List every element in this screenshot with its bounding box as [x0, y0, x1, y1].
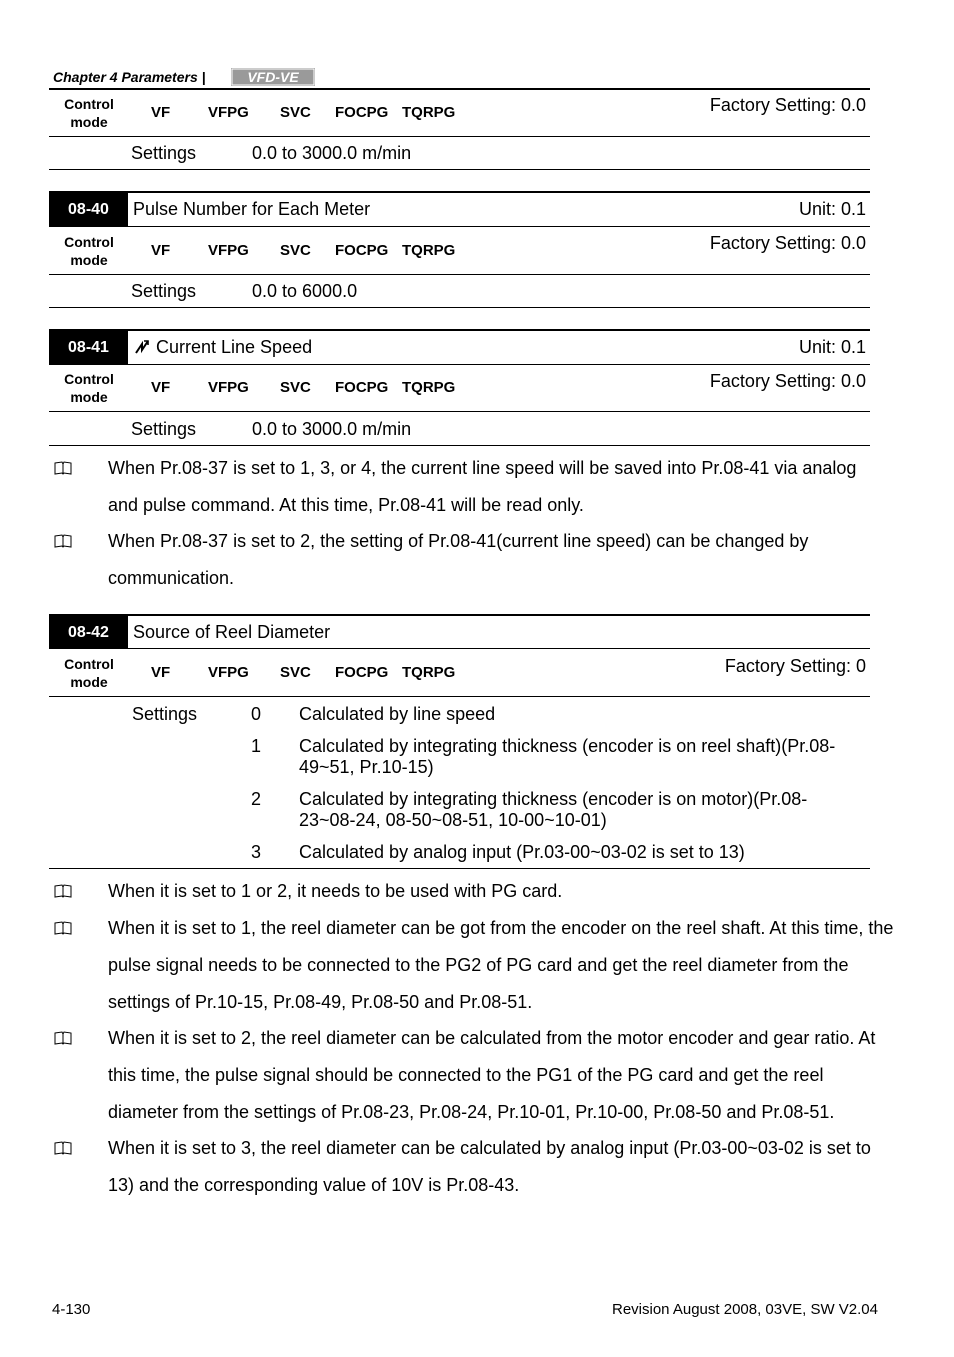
factory-setting: Factory Setting: 0.0	[709, 371, 866, 391]
page-number: 4-130	[52, 1301, 91, 1318]
option-value: 2	[251, 789, 262, 809]
mode-vf: VF	[151, 664, 171, 681]
mode-vfpg: VFPG	[208, 664, 249, 681]
param-id-badge: 08-42	[49, 616, 128, 649]
divider	[49, 696, 870, 697]
option-value: 3	[251, 842, 262, 862]
control-mode-label: Control mode	[64, 656, 114, 690]
param-name: Pulse Number for Each Meter	[133, 199, 371, 219]
book-icon	[54, 1141, 72, 1155]
divider	[49, 648, 870, 649]
mode-svc: SVC	[280, 664, 311, 681]
divider	[49, 364, 870, 365]
note-text: When it is set to 3, the reel diameter can be calculated by analog input (Pr.03-00~03-02 is set to 13) and the corresponding value of 10V is Pr.08-43.	[108, 1138, 871, 1195]
factory-setting: Factory Setting: 0.0	[709, 95, 866, 115]
divider	[49, 868, 870, 869]
control-mode-label: Control mode	[64, 371, 114, 405]
mode-tqrpg: TQRPG	[402, 242, 456, 259]
divider	[49, 169, 870, 170]
book-icon	[54, 461, 72, 475]
mode-vf: VF	[151, 104, 171, 121]
mode-vfpg: VFPG	[208, 379, 249, 396]
control-mode-label: Control mode	[64, 96, 114, 130]
divider	[49, 307, 870, 308]
quick-change-icon	[134, 339, 150, 355]
divider	[49, 136, 870, 137]
param-name: Current Line Speed	[156, 337, 313, 357]
option-text: Calculated by integrating thickness (encoder is on reel shaft)(Pr.08-49~51, Pr.10-15)	[299, 736, 836, 777]
mode-svc: SVC	[280, 379, 311, 396]
divider	[49, 226, 870, 227]
svg-text:VFD-VE: VFD-VE	[247, 69, 299, 85]
book-icon	[54, 534, 72, 548]
divider	[49, 191, 870, 193]
divider	[49, 445, 870, 446]
book-icon	[54, 921, 72, 935]
note-text: When it is set to 2, the reel diameter can be calculated from the motor encoder and gear ratio. At this time, the pulse signal should be connected to the PG1 of the PG card and get the reel diameter from the settings of Pr.08-23, Pr.08-24, Pr.10-01, Pr.10-00, Pr.08-50 and Pr.08-51.	[108, 1028, 876, 1122]
param-id-badge: 08-40	[49, 193, 128, 226]
settings-range: 0.0 to 3000.0 m/min	[252, 419, 412, 439]
settings-label: Settings	[131, 419, 197, 439]
divider	[49, 274, 870, 275]
settings-range: 0.0 to 3000.0 m/min	[252, 143, 412, 163]
option-value: 0	[251, 704, 262, 724]
book-icon	[54, 884, 72, 898]
option-value: 1	[251, 736, 262, 756]
note-text: When Pr.08-37 is set to 2, the setting of Pr.08-41(current line speed) can be changed by communication.	[108, 531, 809, 588]
revision-info: Revision August 2008, 03VE, SW V2.04	[612, 1301, 878, 1318]
control-mode-label: Control mode	[64, 234, 114, 268]
divider	[49, 411, 870, 412]
mode-vfpg: VFPG	[208, 104, 249, 121]
divider	[49, 329, 870, 331]
settings-label: Settings	[131, 281, 197, 301]
note-text: When it is set to 1, the reel diameter can be got from the encoder on the reel shaft. At this time, the pulse signal needs to be connected to the PG2 of PG card and get the reel diameter from the settings of Pr.10-15, Pr.08-49, Pr.08-50 and Pr.08-51.	[108, 918, 894, 1012]
factory-setting: Factory Setting: 0.0	[709, 233, 866, 253]
mode-svc: SVC	[280, 242, 311, 259]
mode-focpg: FOCPG	[335, 664, 389, 681]
factory-setting: Factory Setting: 0	[724, 656, 866, 676]
option-text: Calculated by analog input (Pr.03-00~03-02 is set to 13)	[299, 842, 745, 862]
option-text: Calculated by integrating thickness (encoder is on motor)(Pr.08-23~08-24, 08-50~08-51, 10-00~10-01)	[299, 789, 808, 830]
note-text: When it is set to 1 or 2, it needs to be used with PG card.	[108, 881, 563, 901]
vfd-ve-logo	[231, 68, 315, 86]
book-icon	[54, 1031, 72, 1045]
mode-tqrpg: TQRPG	[402, 379, 456, 396]
settings-label: Settings	[132, 704, 198, 724]
mode-tqrpg: TQRPG	[402, 104, 456, 121]
param-name: Source of Reel Diameter	[133, 622, 331, 642]
param-unit: Unit: 0.1	[798, 199, 866, 219]
mode-vf: VF	[151, 379, 171, 396]
param-unit: Unit: 0.1	[798, 337, 866, 357]
divider	[49, 88, 870, 90]
mode-vf: VF	[151, 242, 171, 259]
mode-vfpg: VFPG	[208, 242, 249, 259]
mode-svc: SVC	[280, 104, 311, 121]
mode-tqrpg: TQRPG	[402, 664, 456, 681]
mode-focpg: FOCPG	[335, 379, 389, 396]
chapter-header: Chapter 4 Parameters |	[53, 69, 206, 85]
divider	[49, 614, 870, 616]
param-id-badge: 08-41	[49, 331, 128, 364]
mode-focpg: FOCPG	[335, 242, 389, 259]
settings-range: 0.0 to 6000.0	[252, 281, 358, 301]
option-text: Calculated by line speed	[299, 704, 496, 724]
note-text: When Pr.08-37 is set to 1, 3, or 4, the current line speed will be saved into Pr.08-41 via analog and pulse command. At this time, Pr.08-41 will be read only.	[108, 458, 857, 515]
mode-focpg: FOCPG	[335, 104, 389, 121]
settings-label: Settings	[131, 143, 197, 163]
